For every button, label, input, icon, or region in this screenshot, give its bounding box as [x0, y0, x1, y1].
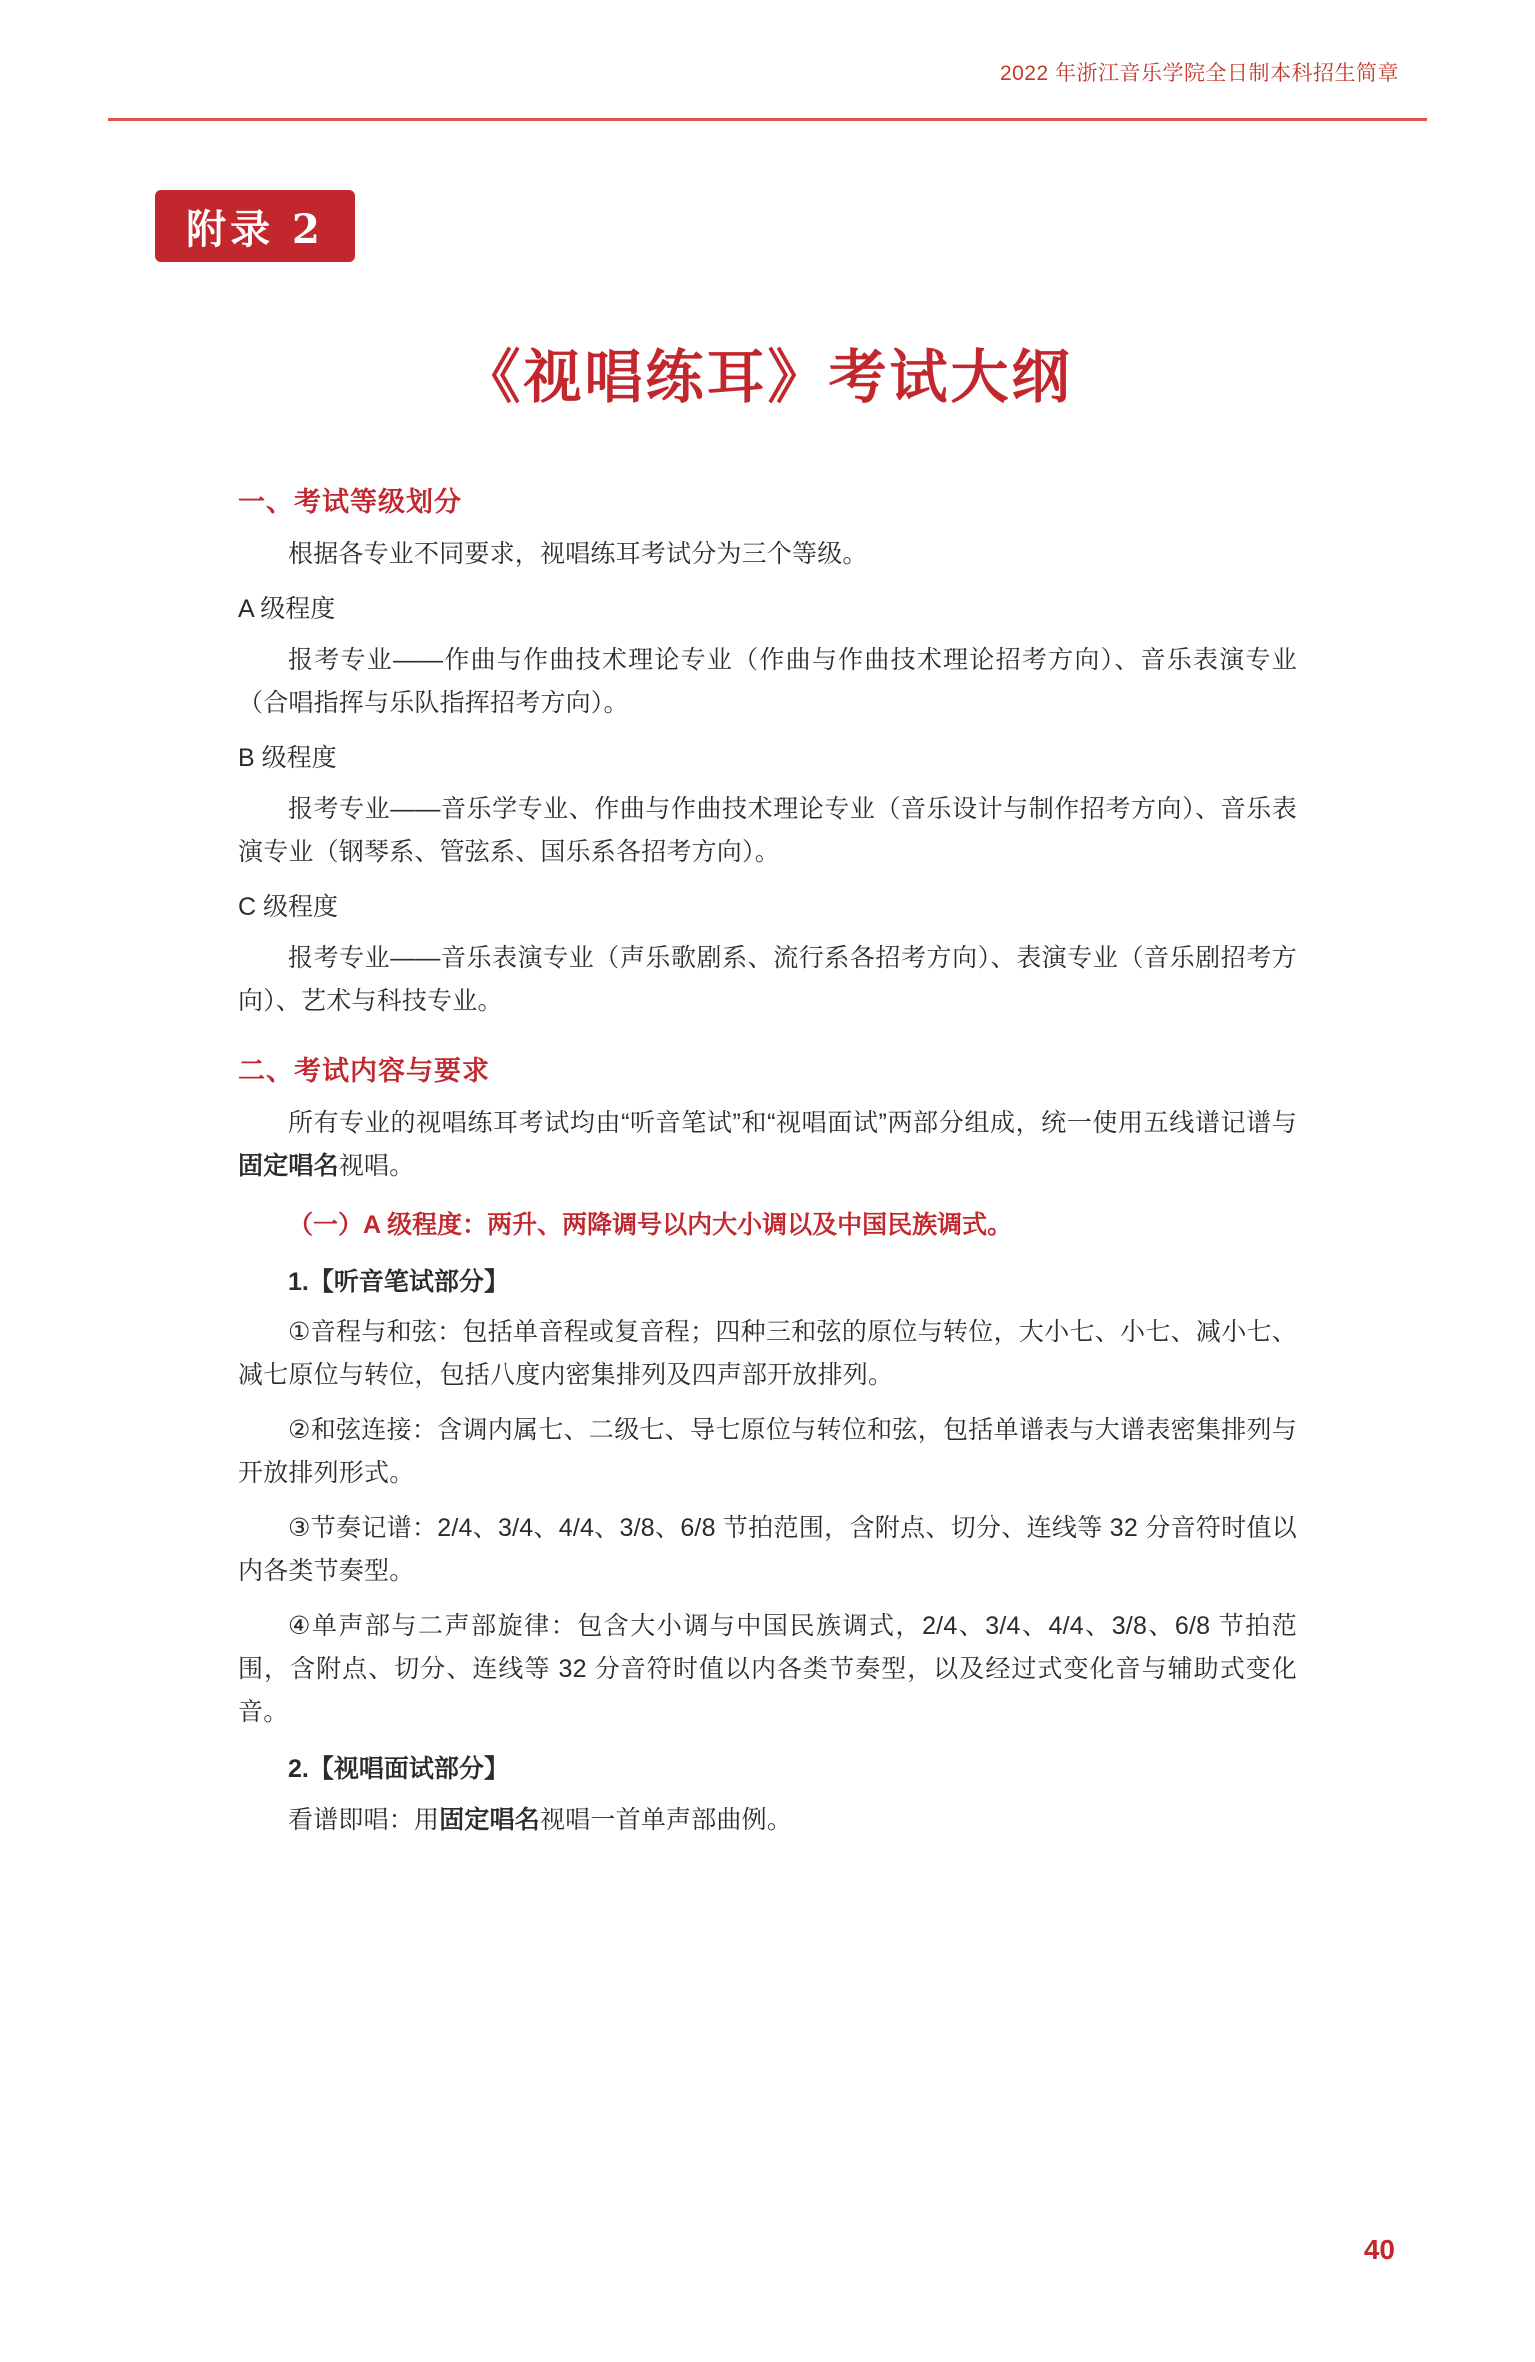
section-1-intro: 根据各专业不同要求，视唱练耳考试分为三个等级。 [288, 540, 868, 568]
subsection-a-part2-title: 2.【视唱面试部分】 [288, 1755, 509, 1783]
section-2-intro-bold: 固定唱名 [238, 1152, 339, 1180]
section-2-intro-part2: 视唱。 [338, 1152, 415, 1180]
page-title: 《视唱练耳》考试大纲 [462, 343, 1073, 411]
level-c-text: 报考专业——音乐表演专业（声乐歌剧系、流行系各招考方向）、表演专业（音乐剧招考方向）、艺术与科技专业。 [238, 944, 1297, 1015]
subsection-a-part2-text [238, 1799, 1297, 1842]
subsection-a-item-3: ③节奏记谱：2/4、3/4、4/4、3/8、6/8 节拍范围，含附点、切分、连线等 32 分音符时值以内各类节奏型。 [238, 1514, 1297, 1585]
level-b-text: 报考专业——音乐学专业、作曲与作曲技术理论专业（音乐设计与制作招考方向）、音乐表演专业（钢琴系、管弦系、国乐系各招考方向）。 [238, 795, 1297, 866]
subsection-a-item-1: ①音程与和弦：包括单音程或复音程；四种三和弦的原位与转位，大小七、小七、减小七、减七原位与转位，包括八度内密集排列及四声部开放排列。 [238, 1318, 1297, 1389]
subsection-a-title: （一）A 级程度：两升、两降调号以内大小调以及中国民族调式。 [288, 1211, 1013, 1239]
running-title: 2022 年浙江音乐学院全日制本科招生简章 [999, 62, 1399, 85]
appendix-badge [155, 190, 355, 262]
subsection-a-item-4: ④单声部与二声部旋律：包含大小调与中国民族调式，2/4、3/4、4/4、3/8、6/8 节拍范围，含附点、切分、连线等 32 分音符时值以内各类节奏型，以及经过式变化音与辅助式变化音。 [238, 1612, 1297, 1726]
document-body [238, 480, 1297, 1854]
level-a-text: 报考专业——作曲与作曲技术理论专业（作曲与作曲技术理论招考方向）、音乐表演专业（合唱指挥与乐队指挥招考方向）。 [238, 646, 1297, 717]
part2-text-bold: 固定唱名 [439, 1805, 541, 1834]
appendix-badge-label: 附录 2 [186, 205, 324, 253]
page-number: 40 [1363, 2234, 1395, 2265]
part2-text-post: 视唱一首单声部曲例。 [540, 1805, 793, 1834]
page-header [0, 0, 1535, 128]
section-2-intro-part1: 所有专业的视唱练耳考试均由“听音笔试”和“视唱面试”两部分组成，统一使用五线谱记谱与 [288, 1109, 1297, 1137]
section-2-intro [238, 1102, 1297, 1188]
subsection-a-part1-title: 1.【听音笔试部分】 [288, 1267, 509, 1296]
part2-text-pre: 看谱即唱：用 [288, 1805, 440, 1834]
subsection-a-item-2: ②和弦连接：含调内属七、二级七、导七原位与转位和弦，包括单谱表与大谱表密集排列与开放排列形式。 [238, 1416, 1297, 1487]
header-divider [108, 118, 1427, 121]
level-a-name: A 级程度 [238, 595, 336, 623]
level-b-name: B 级程度 [238, 744, 337, 772]
section-heading-1: 一、考试等级划分 [238, 487, 462, 517]
section-heading-2: 二、考试内容与要求 [238, 1056, 490, 1086]
level-c-name: C 级程度 [238, 893, 339, 921]
